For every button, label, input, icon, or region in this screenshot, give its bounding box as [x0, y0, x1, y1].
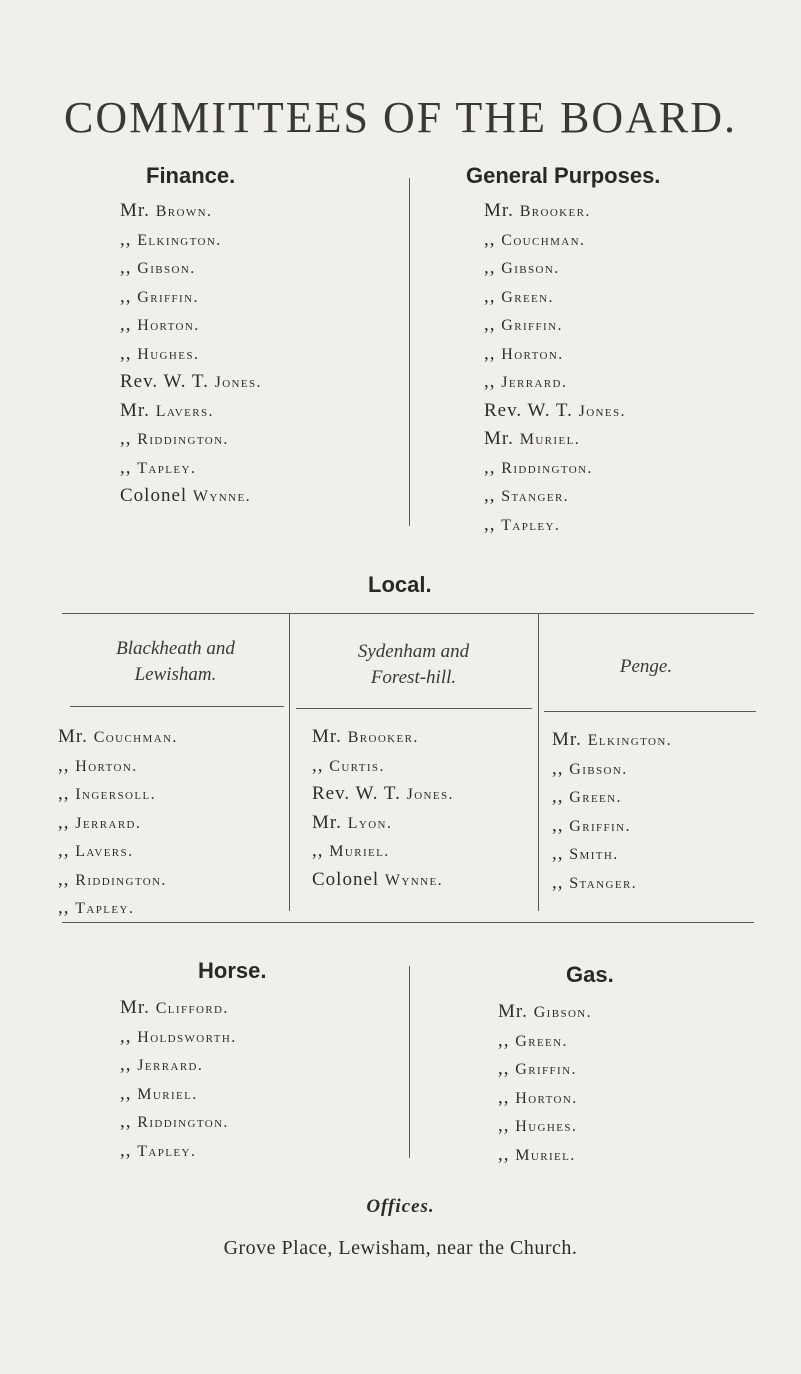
- member-surname: Muriel.: [515, 1146, 576, 1164]
- member-surname: Couchman.: [501, 231, 586, 249]
- member-prefix: ,,: [552, 871, 564, 893]
- member-surname: Riddington.: [137, 1114, 229, 1131]
- table-header-rule: [296, 708, 532, 709]
- member-prefix: Mr.: [498, 1001, 528, 1022]
- member-prefix: ,,: [498, 1115, 510, 1136]
- table-top-rule: [62, 613, 754, 614]
- local-column-title-blackheath: Blackheath and Lewisham.: [116, 638, 235, 685]
- committee-member: [120, 226, 262, 255]
- member-surname: Jones.: [406, 786, 454, 803]
- member-prefix: ,,: [498, 1029, 510, 1051]
- committee-member: [552, 840, 672, 869]
- member-prefix: Mr.: [484, 428, 514, 449]
- committee-member: [312, 866, 454, 895]
- committee-member: [120, 254, 262, 283]
- member-surname: Green.: [501, 288, 554, 306]
- member-prefix: ,,: [120, 1025, 132, 1047]
- committee-member: [552, 812, 672, 841]
- member-prefix: ,,: [484, 371, 496, 392]
- member-surname: Elkington.: [587, 732, 673, 749]
- committee-member: [120, 1108, 237, 1137]
- member-prefix: Mr.: [120, 399, 150, 421]
- member-prefix: ,,: [120, 1111, 132, 1132]
- member-prefix: Colonel: [120, 485, 188, 506]
- local-penge-member-list: [552, 726, 672, 897]
- member-prefix: ,,: [552, 757, 564, 779]
- member-prefix: ,,: [58, 754, 70, 776]
- offices-heading: Offices.: [366, 1196, 435, 1217]
- member-surname: Tapley.: [137, 459, 197, 477]
- committee-member: [58, 866, 178, 895]
- committee-member: [498, 998, 592, 1027]
- member-prefix: ,,: [58, 811, 70, 833]
- committee-member: [498, 1027, 592, 1056]
- offices-address: Grove Place, Lewisham, near the Church.: [223, 1237, 578, 1259]
- gas-member-list: [498, 998, 592, 1169]
- committee-member: [120, 994, 237, 1023]
- member-surname: Gibson.: [501, 260, 560, 277]
- committee-member: [484, 197, 626, 226]
- member-surname: Hughes.: [137, 345, 200, 363]
- member-prefix: ,,: [58, 897, 70, 918]
- member-prefix: ,,: [484, 285, 496, 307]
- local-sydenham-member-list: [312, 723, 454, 894]
- gas-heading: Gas.: [566, 962, 614, 987]
- member-surname: Ingersoll.: [75, 786, 157, 803]
- member-surname: Tapley.: [501, 516, 561, 534]
- member-prefix: ,,: [552, 843, 564, 864]
- committee-member: [312, 780, 454, 809]
- committee-member: [484, 311, 626, 340]
- member-prefix: ,,: [484, 513, 496, 535]
- committee-member: [120, 1023, 237, 1052]
- committee-member: [120, 425, 262, 454]
- committee-member: [498, 1112, 592, 1141]
- member-prefix: Mr.: [484, 200, 514, 221]
- committee-member: [120, 397, 262, 426]
- member-prefix: Mr.: [312, 811, 342, 833]
- member-prefix: ,,: [120, 1082, 132, 1104]
- committee-member: [58, 809, 178, 838]
- committee-member: [552, 783, 672, 812]
- member-prefix: ,,: [484, 456, 496, 478]
- member-prefix: ,,: [120, 456, 132, 478]
- committee-member: [312, 809, 454, 838]
- committee-member: [58, 837, 178, 866]
- committee-member: [498, 1055, 592, 1084]
- committee-member: [484, 482, 626, 511]
- horse-heading: Horse.: [198, 958, 267, 983]
- member-prefix: ,,: [58, 868, 70, 890]
- committee-member: [120, 1137, 237, 1166]
- member-surname: Clifford.: [155, 1000, 229, 1017]
- committee-member: [552, 726, 672, 755]
- general-purposes-heading: General Purposes.: [466, 163, 661, 188]
- member-prefix: Rev. W. T.: [484, 399, 573, 421]
- member-prefix: ,,: [120, 314, 132, 335]
- member-prefix: Mr.: [120, 200, 150, 221]
- committee-member: [120, 197, 262, 226]
- member-surname: Gibson.: [569, 760, 628, 778]
- committee-member: [58, 894, 178, 923]
- committee-member: [484, 226, 626, 255]
- member-surname: Riddington.: [137, 431, 229, 448]
- member-prefix: Rev. W. T.: [120, 371, 209, 392]
- committee-member: [120, 311, 262, 340]
- member-prefix: ,,: [120, 428, 132, 449]
- member-prefix: ,,: [312, 840, 324, 861]
- member-surname: Stanger.: [501, 488, 570, 505]
- member-surname: Brooker.: [519, 203, 591, 220]
- member-surname: Muriel.: [137, 1085, 198, 1103]
- page-title: COMMITTEES OF THE BOARD.: [63, 93, 737, 142]
- committee-member: [498, 1084, 592, 1113]
- member-prefix: ,,: [312, 754, 324, 776]
- member-prefix: Colonel: [312, 868, 380, 890]
- member-surname: Horton.: [75, 757, 138, 775]
- member-prefix: ,,: [498, 1058, 510, 1079]
- committee-member: [484, 254, 626, 283]
- local-heading: Local.: [368, 572, 432, 597]
- member-surname: Hughes.: [515, 1118, 578, 1135]
- column-divider: [409, 178, 410, 526]
- column-divider: [409, 966, 410, 1158]
- member-prefix: ,,: [120, 342, 132, 364]
- member-surname: Tapley.: [137, 1142, 197, 1160]
- member-prefix: ,,: [58, 840, 70, 861]
- committee-member: [484, 283, 626, 312]
- local-column-title-sydenham: Sydenham and Forest-hill.: [357, 641, 470, 688]
- member-prefix: Rev. W. T.: [312, 783, 401, 804]
- committee-member: [312, 752, 454, 781]
- member-surname: Riddington.: [501, 459, 593, 477]
- member-prefix: ,,: [484, 342, 496, 364]
- local-column-title-penge: Penge.: [619, 656, 673, 677]
- committee-member: [120, 1051, 237, 1080]
- member-surname: Smith.: [569, 846, 619, 863]
- committee-member: [484, 511, 626, 540]
- finance-heading: Finance.: [146, 163, 236, 188]
- member-prefix: ,,: [484, 485, 496, 506]
- member-prefix: ,,: [552, 814, 564, 836]
- member-surname: Griffin.: [515, 1061, 577, 1078]
- member-surname: Horton.: [515, 1089, 578, 1107]
- member-surname: Couchman.: [93, 729, 178, 746]
- member-prefix: ,,: [498, 1086, 510, 1108]
- member-prefix: ,,: [120, 1054, 132, 1075]
- committee-member: [484, 340, 626, 369]
- committee-member: [498, 1141, 592, 1170]
- member-surname: Griffin.: [137, 288, 199, 306]
- member-surname: Griffin.: [569, 817, 631, 835]
- member-surname: Lavers.: [75, 843, 134, 860]
- member-surname: Jerrard.: [501, 374, 568, 391]
- member-surname: Horton.: [501, 345, 564, 363]
- member-surname: Lyon.: [347, 814, 393, 832]
- member-surname: Tapley.: [75, 900, 135, 917]
- committee-member: [552, 869, 672, 898]
- member-surname: Holdsworth.: [137, 1028, 237, 1046]
- member-prefix: ,,: [120, 285, 132, 307]
- member-prefix: ,,: [484, 228, 496, 250]
- member-surname: Wynne.: [384, 871, 443, 889]
- member-prefix: ,,: [120, 257, 132, 278]
- member-surname: Elkington.: [137, 231, 222, 249]
- member-surname: Jerrard.: [137, 1057, 204, 1074]
- committee-member: [120, 1080, 237, 1109]
- member-prefix: ,,: [484, 257, 496, 278]
- finance-member-list: [120, 197, 262, 511]
- general-purposes-member-list: [484, 197, 626, 539]
- committee-member: [58, 780, 178, 809]
- member-surname: Curtis.: [329, 757, 385, 775]
- member-surname: Jones.: [214, 374, 262, 391]
- member-prefix: ,,: [498, 1143, 510, 1165]
- member-surname: Jones.: [578, 402, 626, 420]
- horse-member-list: [120, 994, 237, 1165]
- member-surname: Stanger.: [569, 874, 638, 892]
- member-surname: Riddington.: [75, 871, 167, 889]
- committee-member: [120, 368, 262, 397]
- member-surname: Brown.: [155, 203, 213, 220]
- committee-member: [120, 482, 262, 511]
- committee-member: [484, 397, 626, 426]
- committee-member: [484, 454, 626, 483]
- member-prefix: Mr.: [312, 726, 342, 747]
- committee-member: [312, 837, 454, 866]
- committee-member: [484, 368, 626, 397]
- member-surname: Griffin.: [501, 317, 563, 334]
- committee-member: [58, 752, 178, 781]
- member-surname: Brooker.: [347, 729, 419, 746]
- member-surname: Wynne.: [192, 488, 251, 505]
- committee-member: [120, 454, 262, 483]
- committee-member: [58, 723, 178, 752]
- member-prefix: ,,: [552, 786, 564, 807]
- member-prefix: ,,: [120, 1139, 132, 1161]
- member-surname: Jerrard.: [75, 814, 142, 832]
- local-blackheath-member-list: [58, 723, 178, 923]
- member-prefix: Mr.: [120, 997, 150, 1018]
- table-header-rule: [544, 711, 756, 712]
- member-surname: Muriel.: [329, 843, 390, 860]
- committee-member: [484, 425, 626, 454]
- member-surname: Gibson.: [137, 260, 196, 277]
- member-prefix: Mr.: [58, 726, 88, 747]
- member-surname: Muriel.: [519, 431, 581, 448]
- committee-member: [312, 723, 454, 752]
- committee-member: [120, 283, 262, 312]
- member-surname: Gibson.: [533, 1004, 593, 1021]
- committee-member: [120, 340, 262, 369]
- member-prefix: ,,: [120, 228, 132, 250]
- member-surname: Green.: [515, 1032, 568, 1050]
- member-prefix: ,,: [484, 314, 496, 335]
- member-prefix: Mr.: [552, 729, 582, 750]
- member-prefix: ,,: [58, 783, 70, 804]
- member-surname: Green.: [569, 789, 622, 806]
- table-header-rule: [70, 706, 284, 707]
- member-surname: Horton.: [137, 317, 200, 334]
- committee-member: [552, 755, 672, 784]
- member-surname: Lavers.: [155, 402, 214, 420]
